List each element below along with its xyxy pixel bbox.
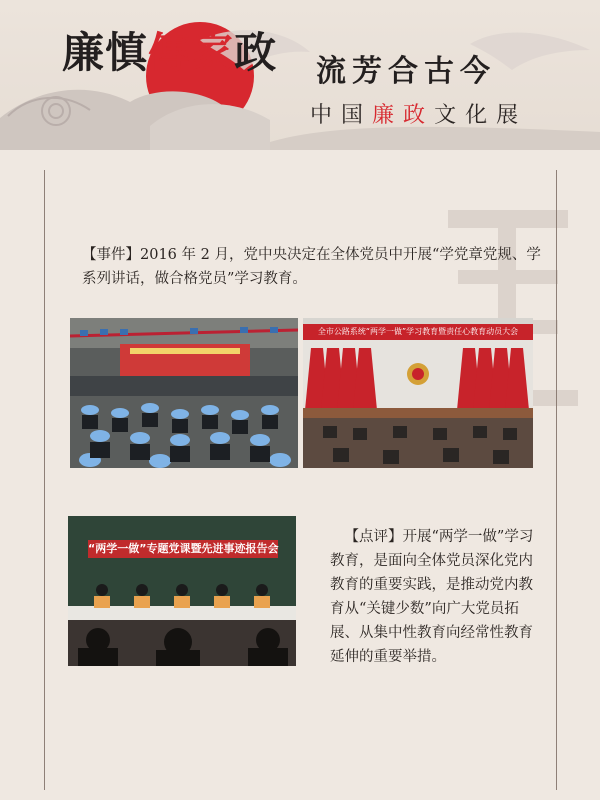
main-title <box>62 20 277 80</box>
exhibition-char: 文 <box>434 103 466 128</box>
header-banner <box>0 0 600 150</box>
exhibition-title <box>310 98 527 129</box>
event-paragraph: 【事件】2016 年 2 月，党中央决定在全体党员中开展“学党章党规、学系列讲话，做合格党员”学习教育。 <box>82 247 541 287</box>
title-char: 政 <box>234 28 278 77</box>
exhibition-char: 化 <box>465 103 497 128</box>
photo-police-meeting <box>70 318 298 468</box>
photo-party-lecture <box>68 516 296 666</box>
title-char: 廉 <box>62 28 106 77</box>
exhibition-char: 中 <box>310 103 342 128</box>
exhibition-char: 廉 <box>372 103 404 128</box>
photo-banner: “两学一做”专题党课暨先进事迹报告会 <box>88 540 278 558</box>
photo-mobilization-meeting <box>303 318 533 468</box>
title-char: 慎 <box>105 28 149 77</box>
exhibition-char: 政 <box>403 103 435 128</box>
exhibition-char: 展 <box>496 103 528 128</box>
title-char: 傳 <box>148 28 192 77</box>
comment-paragraph: 【点评】开展“两学一做”学习教育，是面向全体党员深化党内教育的重要实践，是推动党内教育从“关键少数”向广大党员拓展、从集中性教育向经常性教育延伸的重要举措。 <box>330 529 534 665</box>
left-border-line <box>44 170 45 790</box>
title-char: 家 <box>191 28 235 77</box>
exhibition-char: 国 <box>341 103 373 128</box>
subtitle: 流芳合古今 <box>316 54 496 89</box>
photo-banner: 全市公路系统“两学一做”学习教育暨责任心教育动员大会 <box>303 324 533 340</box>
